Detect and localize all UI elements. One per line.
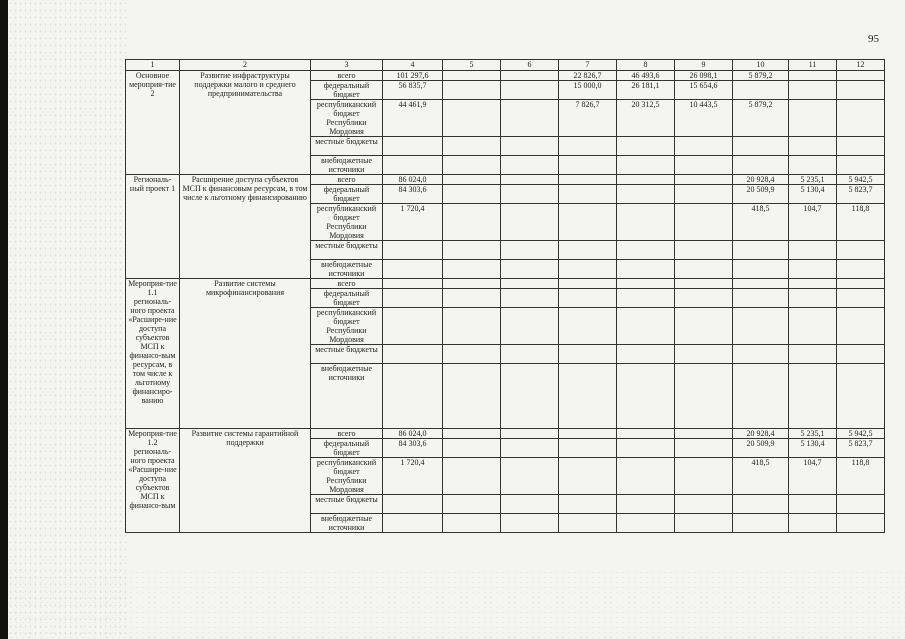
amount-cell [443,100,501,137]
amount-cell [675,156,733,175]
amount-cell [675,241,733,260]
amount-cell [837,137,885,156]
amount-cell [675,260,733,279]
amount-cell [443,514,501,533]
funding-source: всего [311,429,383,439]
scan-noise-bottom [8,570,905,639]
amount-cell [559,185,617,204]
amount-cell [443,156,501,175]
amount-cell: 5 130,4 [789,185,837,204]
funding-source: республиканский бюджет Республики Мордовия [311,308,383,345]
amount-cell [559,495,617,514]
amount-cell [837,364,885,429]
col-header: 10 [733,60,789,71]
amount-cell: 44 461,9 [383,100,443,137]
amount-cell [617,495,675,514]
amount-cell: 5 130,4 [789,439,837,458]
amount-cell [733,241,789,260]
amount-cell [501,137,559,156]
amount-cell [789,100,837,137]
amount-cell [559,345,617,364]
amount-cell [443,204,501,241]
col-header: 9 [675,60,733,71]
table-row [126,71,885,81]
amount-cell: 5 942,5 [837,429,885,439]
amount-cell [617,439,675,458]
col-header: 11 [789,60,837,71]
amount-cell [443,137,501,156]
amount-cell: 1 720,4 [383,204,443,241]
amount-cell [733,81,789,100]
amount-cell [559,364,617,429]
amount-cell: 22 826,7 [559,71,617,81]
funding-source: федеральный бюджет [311,289,383,308]
page-number: 95 [868,33,879,45]
amount-cell [617,185,675,204]
amount-cell [617,289,675,308]
amount-cell [617,308,675,345]
amount-cell [617,241,675,260]
table-row [126,175,885,185]
amount-cell [675,204,733,241]
amount-cell [501,260,559,279]
amount-cell [443,439,501,458]
amount-cell [559,458,617,495]
amount-cell [443,364,501,429]
amount-cell [501,439,559,458]
amount-cell [501,514,559,533]
amount-cell: 84 303,6 [383,439,443,458]
amount-cell [501,458,559,495]
funding-source: местные бюджеты [311,137,383,156]
measure-name: Региональ-ный проект 1 [126,175,180,279]
amount-cell [443,429,501,439]
amount-cell [501,204,559,241]
amount-cell [559,241,617,260]
amount-cell [383,495,443,514]
funding-source: внебюджетные источники [311,364,383,429]
amount-cell [789,81,837,100]
funding-source: республиканский бюджет Республики Мордовия [311,204,383,241]
amount-cell [443,260,501,279]
amount-cell: 5 879,2 [733,100,789,137]
amount-cell [617,345,675,364]
amount-cell: 15 000,0 [559,81,617,100]
col-header: 1 [126,60,180,71]
amount-cell [675,185,733,204]
amount-cell: 20 509,9 [733,185,789,204]
amount-cell [789,289,837,308]
scan-edge [0,0,8,639]
amount-cell [383,260,443,279]
col-header: 4 [383,60,443,71]
funding-source: внебюджетные источники [311,514,383,533]
amount-cell [789,514,837,533]
funding-source: внебюджетные источники [311,156,383,175]
amount-cell [789,137,837,156]
amount-cell: 7 826,7 [559,100,617,137]
measure-title: Расширение доступа субъектов МСП к финансовым ресурсам, в том числе к льготному финансированию [180,175,311,279]
amount-cell [501,241,559,260]
col-header: 2 [180,60,311,71]
amount-cell [733,345,789,364]
amount-cell [675,439,733,458]
amount-cell [501,279,559,289]
funding-source: федеральный бюджет [311,439,383,458]
amount-cell [837,279,885,289]
funding-source: местные бюджеты [311,241,383,260]
col-header: 8 [617,60,675,71]
amount-cell [383,364,443,429]
amount-cell [733,364,789,429]
amount-cell [837,308,885,345]
amount-cell [443,458,501,495]
amount-cell: 1 720,4 [383,458,443,495]
amount-cell: 84 303,6 [383,185,443,204]
amount-cell [733,156,789,175]
amount-cell: 5 823,7 [837,439,885,458]
amount-cell [837,495,885,514]
amount-cell [617,429,675,439]
amount-cell [559,175,617,185]
amount-cell [789,279,837,289]
amount-cell [501,156,559,175]
amount-cell [675,364,733,429]
amount-cell [383,514,443,533]
amount-cell [501,185,559,204]
amount-cell [675,458,733,495]
amount-cell [443,185,501,204]
amount-cell [837,289,885,308]
amount-cell [443,289,501,308]
amount-cell [559,260,617,279]
amount-cell: 5 235,1 [789,429,837,439]
amount-cell [559,156,617,175]
amount-cell: 15 654,6 [675,81,733,100]
amount-cell [789,260,837,279]
amount-cell [443,279,501,289]
funding-table [125,59,885,533]
amount-cell [383,137,443,156]
amount-cell [837,81,885,100]
scan-noise [8,0,128,639]
amount-cell [501,429,559,439]
amount-cell [837,71,885,81]
amount-cell [617,137,675,156]
col-header: 5 [443,60,501,71]
amount-cell: 20 312,5 [617,100,675,137]
amount-cell: 26 098,1 [675,71,733,81]
col-header: 6 [501,60,559,71]
col-header: 7 [559,60,617,71]
amount-cell: 26 181,1 [617,81,675,100]
amount-cell [559,137,617,156]
amount-cell [559,289,617,308]
amount-cell [617,279,675,289]
amount-cell [501,364,559,429]
funding-source: внебюджетные источники [311,260,383,279]
measure-name: Мероприя-тие 1.1 региональ-ного проекта «Расшире-ние доступа субъектов МСП к финансо-вым ресурсам, в том числе к льготному финансиро-ванию [126,279,180,429]
amount-cell [383,156,443,175]
funding-source: федеральный бюджет [311,185,383,204]
measure-title: Развитие инфраструктуры поддержки малого и среднего предпринимательства [180,71,311,175]
header-row [126,60,885,71]
amount-cell [617,364,675,429]
amount-cell: 5 942,5 [837,175,885,185]
amount-cell [617,175,675,185]
amount-cell [837,345,885,364]
amount-cell [617,514,675,533]
amount-cell [675,345,733,364]
amount-cell [789,364,837,429]
amount-cell: 86 024,0 [383,175,443,185]
amount-cell: 418,5 [733,204,789,241]
funding-source: всего [311,71,383,81]
amount-cell: 56 835,7 [383,81,443,100]
funding-source: всего [311,175,383,185]
amount-cell: 10 443,5 [675,100,733,137]
table-row [126,279,885,289]
amount-cell [501,345,559,364]
amount-cell: 101 297,6 [383,71,443,81]
amount-cell [559,279,617,289]
amount-cell: 20 509,9 [733,439,789,458]
amount-cell: 46 493,6 [617,71,675,81]
amount-cell [501,100,559,137]
amount-cell: 118,8 [837,458,885,495]
amount-cell [789,71,837,81]
funding-source: республиканский бюджет Республики Мордовия [311,458,383,495]
amount-cell [501,71,559,81]
amount-cell [837,241,885,260]
amount-cell [443,308,501,345]
amount-cell [383,241,443,260]
amount-cell [675,495,733,514]
funding-source: республиканский бюджет Республики Мордовия [311,100,383,137]
amount-cell [443,241,501,260]
amount-cell: 5 823,7 [837,185,885,204]
amount-cell [559,514,617,533]
amount-cell [789,495,837,514]
amount-cell [501,81,559,100]
amount-cell [383,308,443,345]
table-row [126,429,885,439]
amount-cell [675,429,733,439]
amount-cell [617,156,675,175]
amount-cell [443,81,501,100]
amount-cell: 118,8 [837,204,885,241]
amount-cell [733,260,789,279]
amount-cell [675,289,733,308]
amount-cell: 104,7 [789,458,837,495]
amount-cell: 418,5 [733,458,789,495]
amount-cell [383,289,443,308]
amount-cell [733,137,789,156]
amount-cell [443,495,501,514]
amount-cell: 5 879,2 [733,71,789,81]
amount-cell [733,308,789,345]
amount-cell: 86 024,0 [383,429,443,439]
amount-cell [501,175,559,185]
amount-cell [733,289,789,308]
amount-cell [837,100,885,137]
amount-cell: 5 235,1 [789,175,837,185]
amount-cell [675,308,733,345]
amount-cell [675,514,733,533]
amount-cell [837,514,885,533]
amount-cell [789,345,837,364]
amount-cell [733,514,789,533]
funding-source: местные бюджеты [311,495,383,514]
funding-source: местные бюджеты [311,345,383,364]
amount-cell: 20 928,4 [733,429,789,439]
amount-cell [443,71,501,81]
measure-title: Развитие системы микрофинансирования [180,279,311,429]
measure-title: Развитие системы гарантийной поддержки [180,429,311,533]
amount-cell [675,137,733,156]
measure-name: Мероприя-тие 1.2 региональ-ного проекта «Расшире-ние доступа субъектов МСП к финансо-вым [126,429,180,533]
funding-source: федеральный бюджет [311,81,383,100]
amount-cell [789,308,837,345]
amount-cell [675,175,733,185]
amount-cell [789,241,837,260]
amount-cell [837,260,885,279]
amount-cell [559,308,617,345]
col-header: 12 [837,60,885,71]
amount-cell [501,308,559,345]
amount-cell [675,279,733,289]
amount-cell [559,439,617,458]
amount-cell [501,289,559,308]
measure-name: Основное мероприя-тие 2 [126,71,180,175]
amount-cell [617,260,675,279]
amount-cell [617,458,675,495]
amount-cell [559,204,617,241]
amount-cell [733,495,789,514]
amount-cell [789,156,837,175]
amount-cell [443,345,501,364]
amount-cell: 104,7 [789,204,837,241]
amount-cell [383,345,443,364]
funding-source: всего [311,279,383,289]
amount-cell [559,429,617,439]
amount-cell [443,175,501,185]
amount-cell [837,156,885,175]
amount-cell [501,495,559,514]
amount-cell [383,279,443,289]
col-header: 3 [311,60,383,71]
amount-cell: 20 928,4 [733,175,789,185]
amount-cell [617,204,675,241]
amount-cell [733,279,789,289]
